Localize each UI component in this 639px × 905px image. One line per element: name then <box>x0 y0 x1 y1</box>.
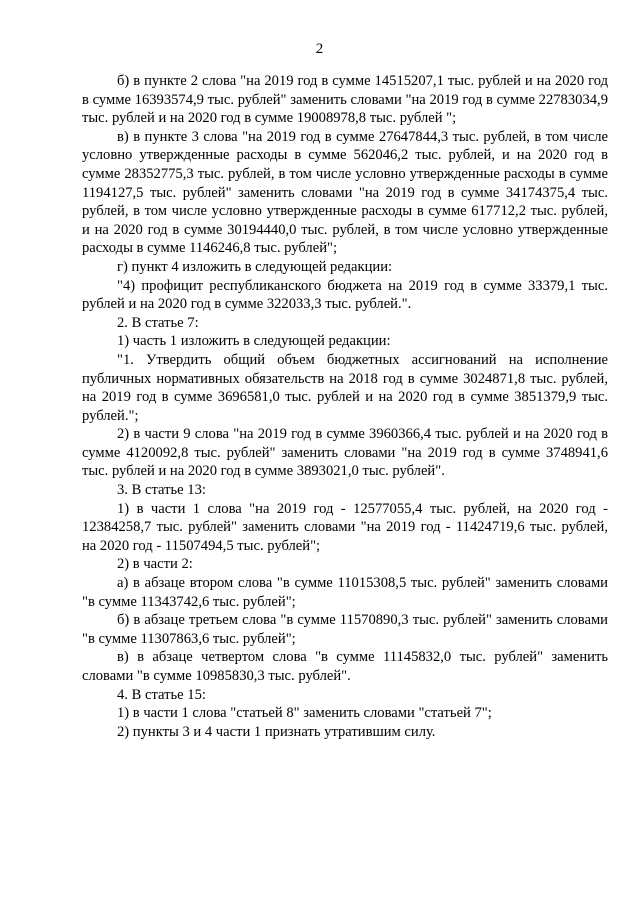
paragraph-article-7-part-1-text: "1. Утвердить общий объем бюджетных ассигнований на исполнение публичных нормативных обязательств на 2018 год в сумме 3024871,8 тыс. рублей, на 2019 год в сумме 3696581,0 тыс. рублей и на 2020 год в сумме 3851379,9 тыс. рублей."; <box>82 351 608 424</box>
page-number: 2 <box>315 41 324 57</box>
paragraph-article-13-heading: 3. В статье 13: <box>117 482 206 499</box>
paragraph-item-g-intro: г) пункт 4 изложить в следующей редакции: <box>117 258 393 275</box>
paragraph-article-13-part-2-b: б) в абзаце третьем слова "в сумме 11570890,3 тыс. рублей" заменить словами "в сумме 11307863,6 тыс. рублей"; <box>82 612 608 647</box>
paragraph-article-13-part-2-a: а) в абзаце втором слова "в сумме 11015308,5 тыс. рублей" заменить словами "в сумме 11343742,6 тыс. рублей"; <box>82 575 608 610</box>
paragraph-article-15-points: 2) пункты 3 и 4 части 1 признать утратившим силу. <box>117 723 436 740</box>
paragraph-article-13-part-2-intro: 2) в части 2: <box>117 556 193 573</box>
paragraph-article-15-heading: 4. В статье 15: <box>117 686 206 703</box>
paragraph-article-7-part-9: 2) в части 9 слова "на 2019 год в сумме 3960366,4 тыс. рублей и на 2020 год в сумме 4120092,8 тыс. рублей" заменить словами "на 2019 год в сумме 3748941,6 тыс. рублей и на 2020 год в сумме 3893021,0 тыс. рублей". <box>82 426 608 480</box>
paragraph-article-13-part-2-v: в) в абзаце четвертом слова "в сумме 11145832,0 тыс. рублей" заменить словами "в сумме 10985830,3 тыс. рублей". <box>82 649 608 684</box>
document-body <box>82 72 608 741</box>
paragraph-surplus-text: "4) профицит республиканского бюджета на 2019 год в сумме 33379,1 тыс. рублей и на 2020 год в сумме 322033,3 тыс. рублей.". <box>82 277 608 313</box>
paragraph-article-15-part-1: 1) в части 1 слова "статьей 8" заменить словами "статьей 7"; <box>117 705 492 722</box>
paragraph-article-13-part-1: 1) в части 1 слова "на 2019 год - 12577055,4 тыс. рублей, на 2020 год - 12384258,7 тыс. рублей" заменить словами "на 2019 год - 11424719,6 тыс. рублей, на 2020 год - 11507494,5 тыс. рублей"; <box>82 500 608 554</box>
paragraph-item-b-article-2: б) в пункте 2 слова "на 2019 год в сумме 14515207,1 тыс. рублей и на 2020 год в сумме 16393574,9 тыс. рублей" заменить словами "на 2019 год в сумме 22783034,9 тыс. рублей и на 2020 год в сумме 19008978,8 тыс. рублей "; <box>82 73 608 127</box>
paragraph-article-7-heading: 2. В статье 7: <box>117 314 199 331</box>
paragraph-item-v-article-3: в) в пункте 3 слова "на 2019 год в сумме 27647844,3 тыс. рублей, в том числе условно утвержденные расходы в сумме 562046,2 тыс. рублей, и на 2020 год в сумме 28352775,3 тыс. рублей, в том числе условно утвержденные расходы в сумме 1194127,5 тыс. рублей" заменить словами "на 2019 год в сумме 34174375,4 тыс. рублей, в том числе условно утвержденные расходы в сумме 617712,2 тыс. рублей, и на 2020 год в сумме 30194440,0 тыс. рублей, в том числе условно утвержденные расходы в сумме 1146246,8 тыс. рублей"; <box>82 128 608 257</box>
paragraph-article-7-part-1-intro: 1) часть 1 изложить в следующей редакции: <box>117 333 391 350</box>
